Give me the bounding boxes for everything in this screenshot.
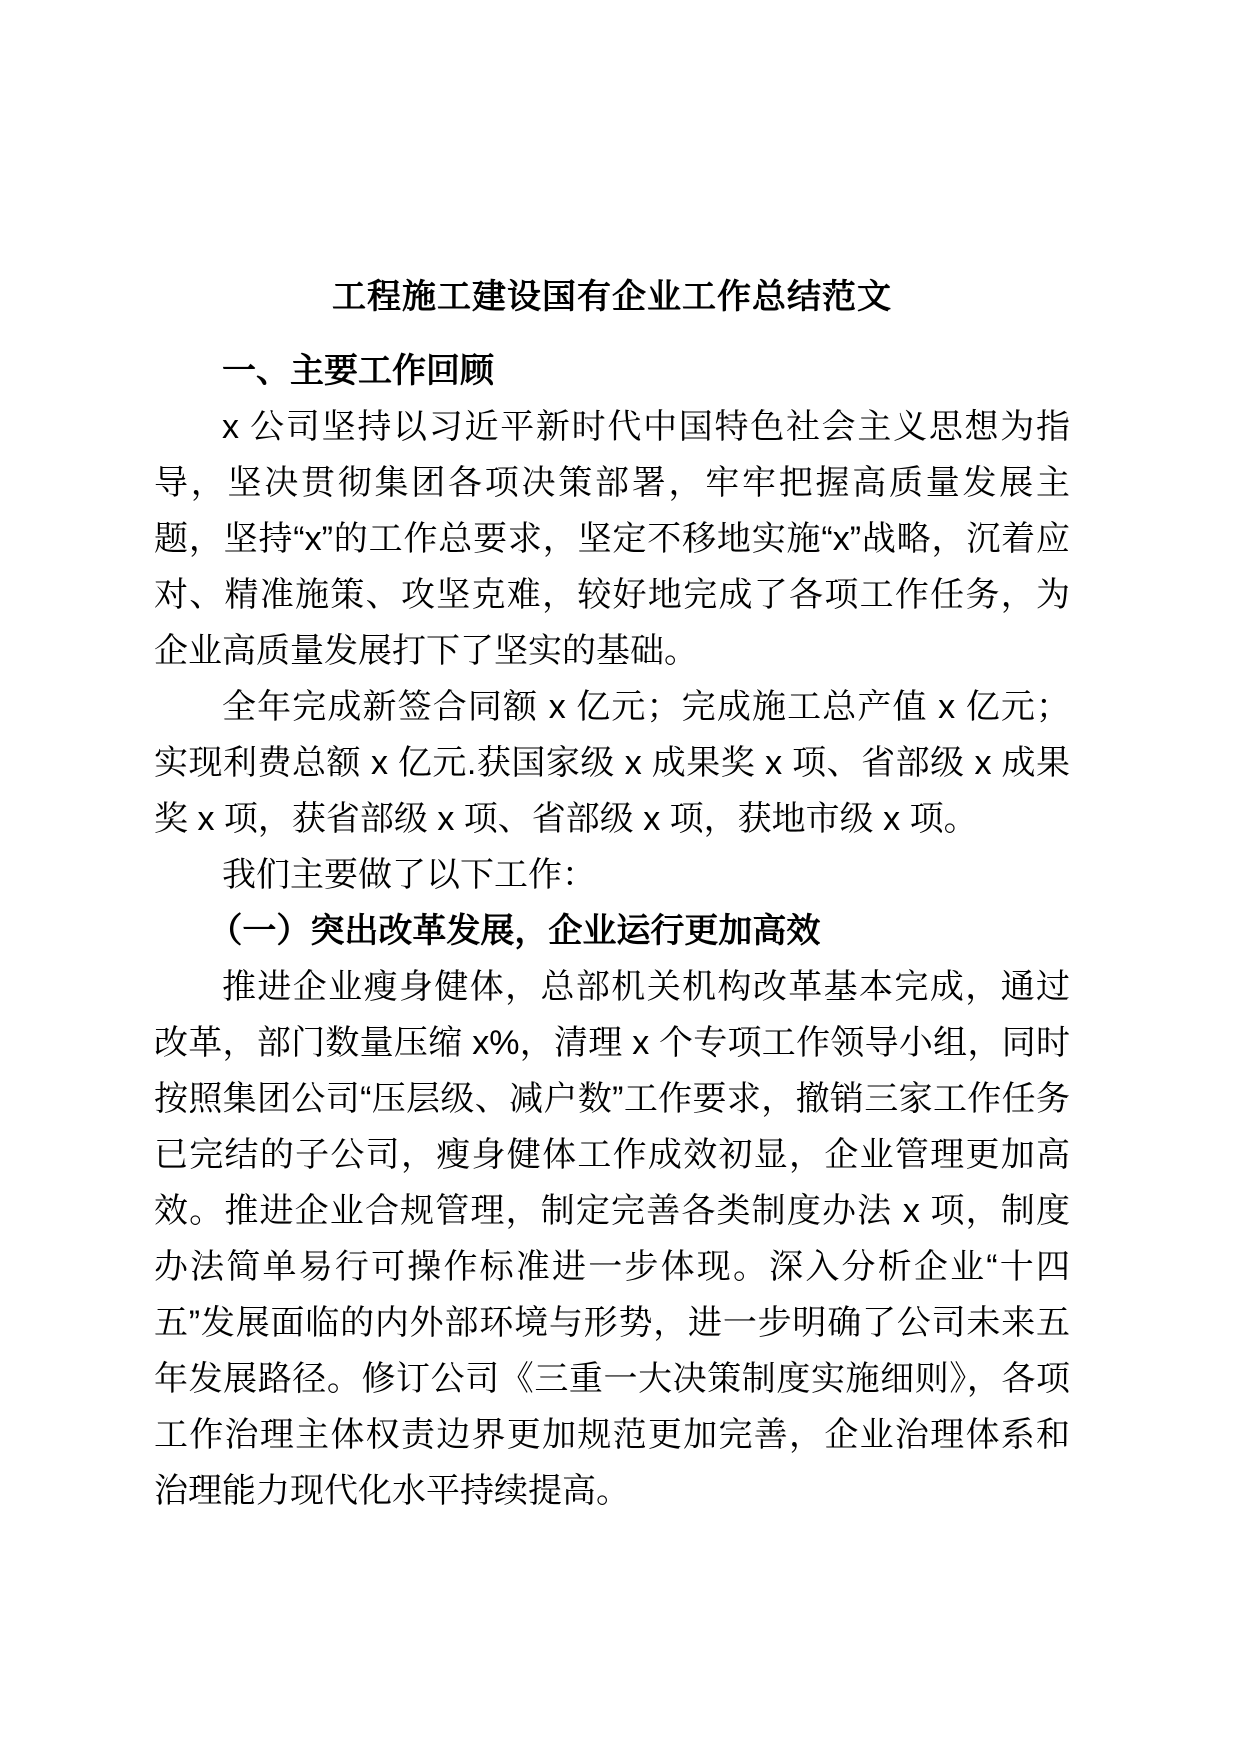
paragraph-guiding-principles: x 公司坚持以习近平新时代中国特色社会主义思想为指导，坚决贯彻集团各项决策部署，牢牢把握高质量发展主题，坚持“x”的工作总要求，坚定不移地实施“x”战略，沉着应对、精准施策、攻坚克难，较好地完成了各项工作任务，为企业高质量发展打下了坚实的基础。 — [154, 408, 1070, 670]
subsection-heading-reform-development: （一）突出改革发展，企业运行更加高效 — [208, 912, 821, 950]
paragraph-reform-details: 推进企业瘦身健体，总部机关机构改革基本完成，通过改革，部门数量压缩 x%，清理 x 个专项工作领导小组，同时按照集团公司“压层级、减户数”工作要求，撤销三家工作任务已完结的子公司，瘦身健体工作成效初显，企业管理更加高效。推进企业合规管理，制定完善各类制度办法 x 项，制度办法简单易行可操作标准进一步体现。深入分析企业“十四五”发展面临的内外部环境与形势，进一步明确了公司未来五年发展路径。修订公司《三重一大决策制度实施细则》，各项工作治理主体权责边界更加规范更加完善，企业治理体系和治理能力现代化水平持续提高。 — [154, 968, 1070, 1510]
paragraph-work-intro: 我们主要做了以下工作： — [222, 856, 596, 894]
paragraph-annual-results: 全年完成新签合同额 x 亿元；完成施工总产值 x 亿元；实现利费总额 x 亿元.获国家级 x 成果奖 x 项、省部级 x 成果奖 x 项，获省部级 x 项、省部级 x 项，获地市级 x 项。 — [154, 688, 1070, 838]
section-heading-main-work-review: 一、主要工作回顾 — [222, 352, 494, 390]
document-title: 工程施工建设国有企业工作总结范文 — [332, 278, 892, 316]
